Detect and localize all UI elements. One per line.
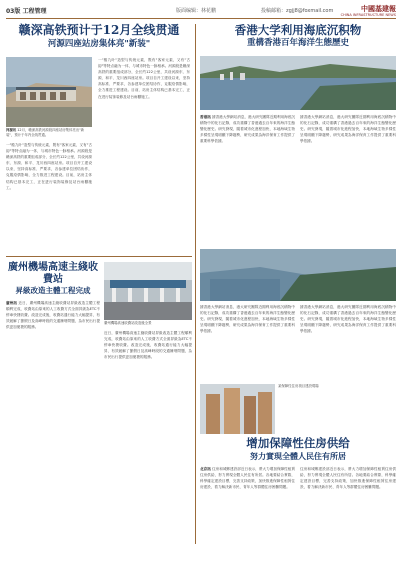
editor-label: 版面编辑：林花鹏: [176, 8, 217, 14]
article-body-col2: 一"檐九叶"造型与传统元素，既有"客家元素，又有"古韵"等特点融为一体，与城市特色一脉相承。河源段是赣深高铁的重要组成部分，全长约122公里，共设河源东、东源、和平、龙川西四座站房。项目自开工建设以来，坚持高标准、严要求，各参建单位团结协作，克服疫情影响，全力推进工程建设。目前，站房主体结构已基本完工，正在进行装饰装修及站台雨棚施工。: [98, 58, 190, 99]
article-subtitle: 重構香港百年海洋生態歷史: [246, 38, 349, 49]
contact-label: 投稿邮箱：zgjj8@foxmail.com: [261, 8, 334, 14]
credit: 廣州訊: [6, 301, 18, 305]
hk-coast-photo: [200, 249, 396, 301]
article-body-col3: 據香港大學網站消息，港大研究團隊近期利用海底沉積物中的化石記錄，成功重構了香港過去百年來的海洋生態變化歷史。研究發現，隨着城市化進程加快，本地海域生物多樣性呈現明顯下降趨勢，研究成果為海洋保育工作提供了重要科學依據。: [200, 305, 295, 334]
section-rule: [6, 256, 192, 257]
housing-photo: [200, 384, 275, 434]
article-guangzhou: [6, 262, 100, 296]
body-text: 近日，廣州機場高速主綫收費站昇級改造主體工程順利完成，收費站由原來的人工收費方式全面昇級為ETC不停車快捷收費。改造完成後，收費站通行能力大幅提昇，有效緩解了節假日及高峰時段的交通擁堵問題，為市民出行提供更加便捷的服務。: [6, 301, 100, 330]
article-title: 赣深高铁预计于12月全线贯通: [18, 23, 180, 37]
photo-caption: 某保障性住房項目建設現場: [278, 384, 319, 388]
credit: 香港訊: [200, 115, 211, 119]
article-ganshen: [6, 24, 192, 50]
page-header: [6, 4, 396, 19]
caption-text: 12月，赣深高铁河源段四座站房集体亮出"新装"，预计于年内全线贯通。: [6, 128, 85, 137]
article-subtitle: 河源四座站房集体亮"新装": [47, 38, 151, 49]
article-body-col2: 近日，廣州機場高速主綫收費站昇級改造主體工程順利完成，收費站由原來的人工收費方式全面昇級為ETC不停車快捷收費。改造完成後，收費站通行能力大幅提昇，有效緩解了節假日及高峰時段的交通擁堵問題，為市民出行提供更加便捷的服務。: [104, 331, 192, 360]
article-body-col1: [6, 300, 100, 543]
article-hku: [200, 24, 396, 49]
article-body-col2: 據香港大學網站消息，港大研究團隊近期利用海底沉積物中的化石記錄，成功重構了香港過去百年來的海洋生態變化歷史。研究發現，隨着城市化進程加快，本地海域生物多樣性呈現明顯下降趨勢，研究成果為海洋保育工作提供了重要科學依據。: [300, 115, 396, 144]
body-text: 住房和城鄉建設部近日表示，將大力增加保障性租賃住房供給，努力實現全體人民住有所居。各地要結合實際，科學確定建設目標，完善支持政策，加快推進保障性租賃住房建設，着力解決新市民、青年人等群體住房困難問題。: [200, 467, 295, 490]
tollbooth-photo: [104, 262, 192, 320]
column-divider: [195, 24, 196, 544]
article-title: 增加保障性住房供给: [246, 436, 350, 450]
photo-caption: 廣州機場高速收費站改造後全景: [104, 321, 152, 325]
newspaper-logo: 中國基建報: [361, 5, 396, 13]
article-body-col1: [200, 114, 295, 246]
newspaper-logo-sub: CHINA INFRASTRUCTURE NEWS: [340, 13, 396, 17]
article-housing: [200, 437, 396, 461]
article-title: 廣州機場高速主綫收費站: [8, 262, 98, 285]
credit: 河源讯: [6, 128, 17, 132]
article-body-col1: 一"檐九叶"造型与传统元素，既有"客家元素，又有"古韵"等特点融为一体，与城市特色一脉相承。河源段是赣深高铁的重要组成部分，全长约122公里，共设河源东、东源、和平、龙川西四座站房。项目自开工建设以来，坚持高标准、严要求，各参建单位团结协作，克服疫情影响，全力推进工程建设。目前，站房主体结构已基本完工，正在进行装饰装修及站台雨棚施工。: [6, 143, 92, 190]
article-body-col1: [200, 466, 295, 544]
article-title: 香港大学利用海底沉积物: [234, 23, 362, 37]
photo-caption: [6, 128, 92, 138]
credit: 北京訊: [200, 467, 211, 471]
article-subtitle: 努力實現全體人民住有所居: [250, 451, 346, 462]
hk-bay-photo: [200, 56, 396, 110]
station-photo: [6, 57, 92, 127]
article-body-col2: 住房和城鄉建設部近日表示，將大力增加保障性租賃住房供給，努力實現全體人民住有所居。各地要結合實際，科學確定建設目標，完善支持政策，加快推進保障性租賃住房建設，着力解決新市民、青年人等群體住房困難問題。: [300, 467, 396, 490]
body-text: 據香港大學網站消息，港大研究團隊近期利用海底沉積物中的化石記錄，成功重構了香港過去百年來的海洋生態變化歷史。研究發現，隨着城市化進程加快，本地海域生物多樣性呈現明顯下降趨勢，研究成果為海洋保育工作提供了重要科學依據。: [200, 115, 295, 144]
page-section-label: 03版 工程管理: [6, 8, 47, 15]
article-body-col4: 據香港大學網站消息，港大研究團隊近期利用海底沉積物中的化石記錄，成功重構了香港過去百年來的海洋生態變化歷史。研究發現，隨着城市化進程加快，本地海域生物多樣性呈現明顯下降趨勢，研究成果為海洋保育工作提供了重要科學依據。: [300, 305, 396, 334]
article-subtitle: 昇級改造主體工程完成: [15, 286, 91, 295]
